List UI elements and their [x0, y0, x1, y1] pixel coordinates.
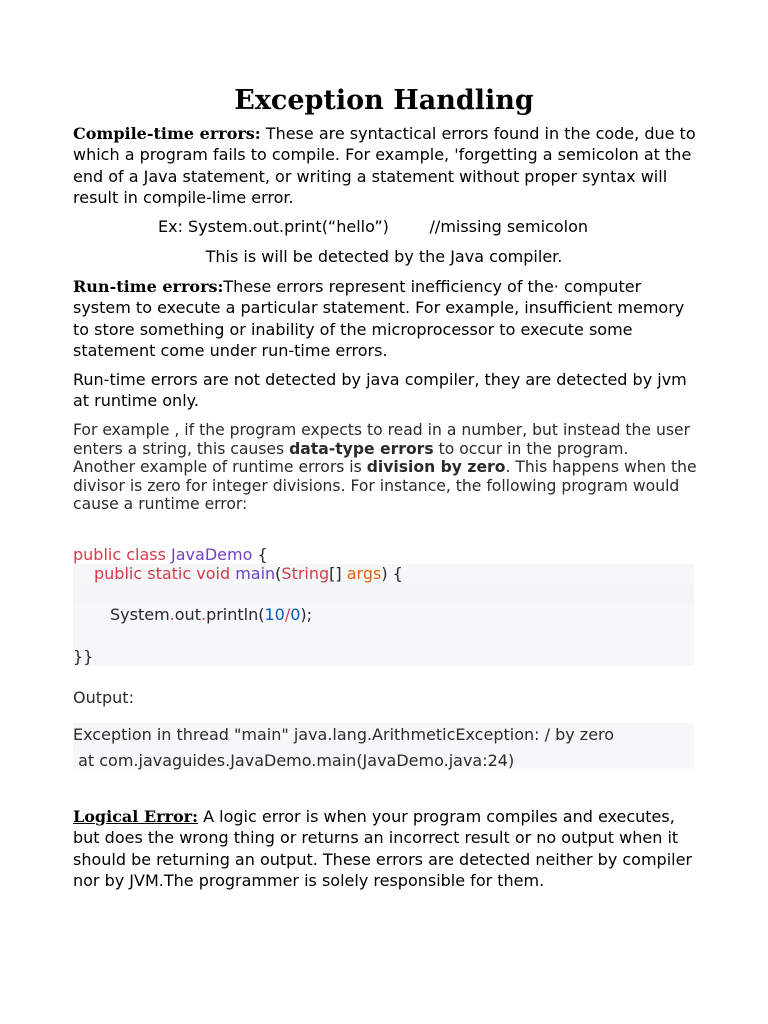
run-time-paragraph — [73, 276, 698, 362]
run-time-section — [73, 276, 698, 362]
example-code: Ex: System.out.print(“hello”) — [158, 217, 389, 236]
code-background-gap — [73, 584, 694, 604]
code-token: out — [174, 605, 201, 624]
code-number: 0 — [290, 605, 301, 624]
code-keyword: public static void — [94, 564, 236, 583]
example-text-2a: Another example of runtime errors is — [73, 458, 367, 477]
code-dot: . — [200, 605, 207, 624]
logical-error-paragraph — [73, 806, 698, 892]
code-line-1 — [73, 545, 268, 565]
example-section — [73, 421, 698, 514]
output-label: Output: — [73, 688, 134, 707]
example-paragraph-1 — [73, 421, 698, 458]
code-type: String — [281, 564, 330, 583]
logical-error-text: A logic error is when your program compiles and executes, but does the wrong thing or returns an incorrect result or no output when it should be returning an output. These errors are detected neither by compiler nor by JVM.The programmer is solely responsible for them. — [73, 807, 693, 891]
jvm-note: Run-time errors are not detected by java compiler, they are detected by jvm at runtime only. — [73, 370, 687, 411]
code-brace: ) { — [381, 564, 403, 583]
jvm-note-section — [73, 369, 698, 412]
code-line-4: }} — [73, 647, 94, 666]
example-text-1a: For example , if the program expects to read in a number, but instead the user enters a string, this causes — [73, 421, 690, 458]
compile-example — [158, 216, 588, 237]
page-title: Exception Handling — [234, 85, 534, 116]
code-line-2 — [94, 564, 403, 584]
code-brackets: [] — [329, 564, 347, 583]
code-class-name: JavaDemo — [171, 545, 253, 564]
example-paragraph-2 — [73, 458, 698, 514]
code-token: println( — [206, 605, 265, 624]
code-token: System — [110, 605, 170, 624]
logical-error-section — [73, 806, 698, 892]
code-token: ); — [300, 605, 313, 624]
code-brace: { — [252, 545, 268, 564]
division-by-zero-term: division by zero — [366, 458, 506, 477]
code-keyword: public class — [73, 545, 172, 564]
example-text-1b: to occur in the program. — [433, 439, 629, 458]
compile-time-text: These are syntactical errors found in the code, due to which a program fails to compile. For example, 'forgetting a semicolon at the end of a Java statement, or writing a statement without proper syntax will result in compile-lime error. — [73, 124, 696, 208]
code-dot: . — [169, 605, 175, 624]
code-method-name: main — [235, 564, 276, 583]
run-time-text: These errors represent inefficiency of the· computer system to execute a particular statement. For example, insufficient memory to store something or inability of the microprocessor to execute some statement come under run-time errors. — [73, 277, 685, 361]
output-line-2: at com.javaguides.JavaDemo.main(JavaDemo.java:24) — [73, 751, 515, 770]
compile-time-paragraph — [73, 123, 698, 209]
example-comment: //missing semicolon — [429, 217, 589, 236]
data-type-errors-term: data-type errors — [289, 439, 434, 458]
code-paren: ( — [275, 564, 282, 583]
code-number: 10 — [264, 605, 285, 624]
code-operator: / — [284, 605, 291, 624]
code-arg: args — [346, 564, 382, 583]
compile-time-heading: Compile-time errors: — [73, 124, 261, 143]
compile-time-section — [73, 123, 698, 209]
output-line-1: Exception in thread "main" java.lang.ArithmeticException: / by zero — [73, 725, 615, 744]
code-line-3 — [110, 605, 312, 625]
logical-error-heading: Logical Error: — [73, 807, 199, 826]
example-text-2b: . This happens when the divisor is zero for integer divisions. For instance, the following program would cause a runtime error: — [73, 458, 697, 514]
run-time-heading: Run-time errors: — [73, 277, 224, 296]
compiler-detection-note: This is will be detected by the Java compiler. — [205, 247, 563, 266]
